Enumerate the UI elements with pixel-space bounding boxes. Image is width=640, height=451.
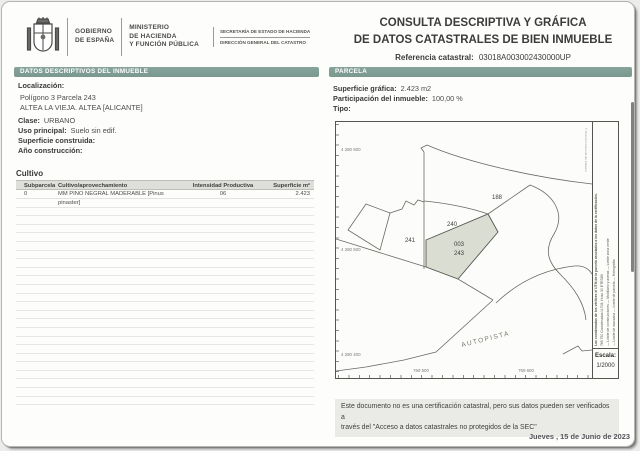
table-row: [16, 311, 314, 320]
title-line2: DE DATOS CATASTRALES DE BIEN INMUEBLE: [353, 33, 613, 46]
superficie-grafica-field: Superficie gráfica: 2.423 m2: [333, 84, 432, 93]
autopista-label: AUTOPISTA: [460, 330, 511, 349]
uso-principal-field: Uso principal: Suelo sin edif.: [18, 126, 117, 135]
cadastral-reference: [337, 53, 629, 62]
document-date: Jueves , 15 de Junio de 2023: [528, 432, 630, 441]
table-row: [16, 190, 314, 206]
clase-field: Clase: URBANO: [18, 116, 76, 125]
map-legend-strip: [592, 122, 618, 378]
table-row: [16, 328, 314, 337]
reference-value: 03018A003002430000UP: [478, 53, 571, 63]
superficie-construida-field: Superficie construida:: [18, 136, 96, 145]
cell-intensidad: 06: [219, 191, 227, 197]
table-row: [16, 208, 314, 217]
map-drawing-area: [336, 122, 592, 378]
scale-value: 1/2000: [596, 362, 615, 369]
cell-superficie: 2.423: [295, 191, 310, 197]
map-corner-note: © Dirección General del Catastro: [584, 128, 588, 173]
col-cultivo: Cultivo/aprovechamiento: [58, 183, 128, 189]
y-tick-label-bottom: 4 280 400: [341, 352, 361, 357]
x-tick-label-right: 769 600: [518, 368, 534, 373]
scale-label: Escala:: [594, 353, 616, 359]
section-header-datos-descriptivos: DATOS DESCRIPTIVOS DEL INMUEBLE: [14, 67, 319, 77]
ministerio-label: MINISTERIO DE HACIENDA Y FUNCIÓN PÚBLICA: [129, 23, 199, 49]
table-row: [16, 397, 314, 406]
cadastral-map: [335, 121, 619, 379]
cultivo-header-row: [16, 180, 314, 190]
scan-edge-artifact: [631, 102, 634, 272]
localizacion-line2: ALTEA LA VIEJA. ALTEA [ALICANTE]: [20, 103, 143, 112]
parcel-label-003: 003: [453, 242, 465, 248]
scale-box: [593, 348, 618, 378]
legend-items-1: — Límite de manzana — Límite de parcela — Hidrografía: [612, 259, 617, 346]
table-row: [16, 388, 314, 397]
cultivo-table: [16, 169, 314, 405]
table-row: [16, 233, 314, 242]
y-tick-label-top: 4 280 600: [341, 147, 361, 152]
legend-utm-coords: 769 750 Coordenadas U.T.M. Huso 30 ETRS89: [600, 274, 605, 346]
localizacion-label: Localización:: [18, 81, 65, 90]
note-line2: través del "Acceso a datos catastrales no protegidos de la SEC": [341, 424, 537, 432]
table-row: [16, 276, 314, 285]
legend-sentence: Las coordenadas de los vértices el UTM de la parcela asociados a los datos de la certificación.: [594, 193, 598, 346]
table-row: [16, 216, 314, 225]
gobierno-label: GOBIERNO DE ESPAÑA: [75, 28, 115, 44]
localizacion-line1: Polígono 3 Parcela 243: [20, 93, 96, 102]
cadastral-document: [1, 1, 635, 447]
table-row: [16, 345, 314, 354]
government-logo: [26, 14, 310, 60]
table-row: [16, 285, 314, 294]
legend-items-2: — Límite de construcciones — Mobiliario y aceras — Límite zona verde: [606, 238, 611, 346]
parcel-label-243: 243: [453, 251, 465, 257]
document-title: [337, 15, 629, 62]
section-header-parcela: PARCELA: [329, 67, 632, 77]
empty-table-rows: [16, 199, 314, 405]
table-row: [16, 362, 314, 371]
anio-construccion-field: Año construcción:: [18, 146, 83, 155]
table-row: [16, 268, 314, 277]
cell-cultivo: MM PINO NEGRAL MADERABLE [Pinus pinaster]: [58, 191, 164, 206]
participacion-field: Participación del inmueble: 100,00 %: [333, 94, 463, 103]
cultivo-title: Cultivo: [16, 169, 44, 178]
parcel-plot: [336, 122, 592, 378]
table-row: [16, 225, 314, 234]
secretaria-label: SECRETARÍA DE ESTADO DE HACIENDA: [219, 28, 311, 34]
x-tick-label-left: 769 500: [413, 368, 429, 373]
direccion-catastro-label: DIRECCIÓN GENERAL DEL CATASTRO: [220, 37, 310, 48]
reference-label: Referencia catastral:: [395, 53, 474, 63]
table-row: [16, 251, 314, 260]
table-row: [16, 259, 314, 268]
table-row: [16, 337, 314, 346]
parcel-label-240: 240: [446, 222, 458, 228]
divider: [121, 18, 122, 56]
table-row: [16, 371, 314, 380]
table-row: [16, 319, 314, 328]
spain-coat-of-arms-icon: [26, 16, 60, 58]
title-line1: CONSULTA DESCRIPTIVA Y GRÁFICA: [379, 17, 587, 29]
divider: [67, 18, 68, 56]
table-row: [16, 379, 314, 388]
y-tick-label-mid: 4 280 500: [341, 247, 361, 252]
secretaria-block: [213, 27, 310, 48]
cell-subparcela: 0: [24, 191, 28, 197]
table-row: [16, 242, 314, 251]
table-row: [16, 294, 314, 303]
col-subparcela: Subparcela: [24, 183, 56, 189]
parcel-label-188: 188: [491, 195, 503, 201]
col-intensidad: Intensidad Productiva: [192, 183, 254, 189]
tipo-field: Tipo:: [333, 104, 351, 113]
table-row: [16, 354, 314, 363]
col-superficie: Superficie m²: [273, 183, 310, 189]
note-line1: Este documento no es una certificación catastral, pero sus datos pueden ser verificados a: [341, 403, 610, 421]
table-row: [16, 302, 314, 311]
parcel-label-241: 241: [404, 238, 416, 244]
